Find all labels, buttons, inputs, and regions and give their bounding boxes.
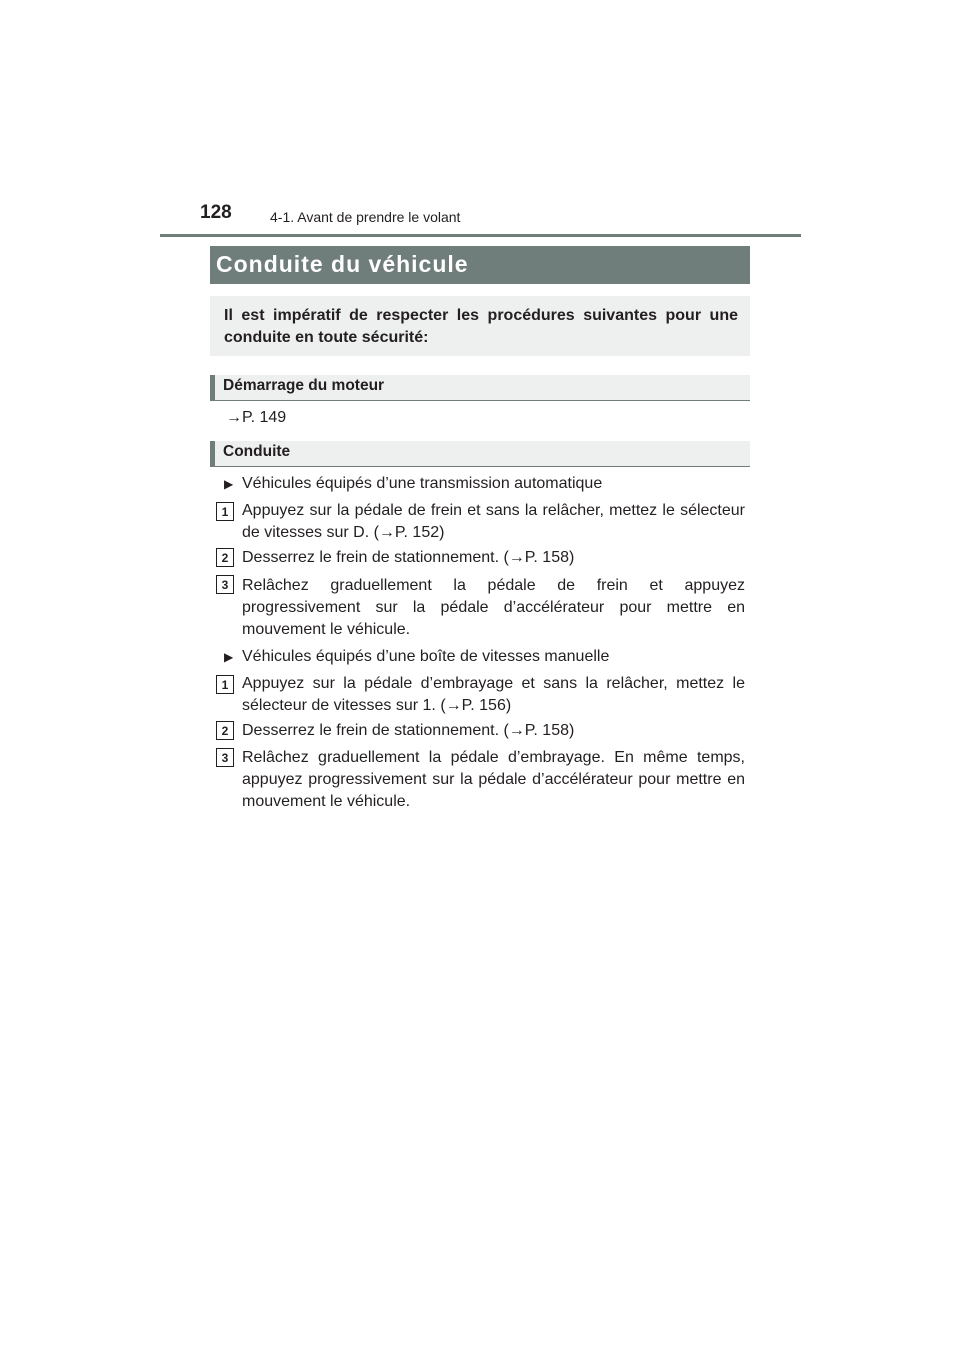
section-title-bar bbox=[210, 246, 750, 284]
step-number-1: 1 bbox=[216, 675, 234, 694]
step-number-2: 2 bbox=[216, 721, 234, 740]
heading-driving bbox=[210, 441, 750, 467]
start-engine-reference[interactable]: →P. 149 bbox=[226, 409, 287, 426]
intro-box bbox=[210, 296, 750, 356]
page-number: 128 bbox=[200, 202, 232, 223]
step-text: Appuyez sur la pédale d’embrayage et sans la relâcher, mettez le sélecteur de vitesses sur 1. (→P. 156) bbox=[242, 675, 745, 714]
heading-start-engine-label: Démarrage du moteur bbox=[223, 377, 385, 394]
step-text: Relâchez graduellement la pédale de frein et appuyez progressivement sur la pédale d’accélérateur pour mettre en mouvement le véhicule. bbox=[242, 577, 745, 638]
chapter-title: 4-1. Avant de prendre le volant bbox=[270, 209, 461, 225]
step-number-1: 1 bbox=[216, 502, 234, 521]
intro-text: Il est impératif de respecter les procédures suivantes pour une conduite en toute sécurité: bbox=[224, 307, 738, 346]
step-number-3: 3 bbox=[216, 575, 234, 594]
step-text: Desserrez le frein de stationnement. (→P. 158) bbox=[242, 549, 575, 566]
step-text: Appuyez sur la pédale de frein et sans la relâcher, mettez le sélecteur de vitesses sur D. (→P. 152) bbox=[242, 502, 745, 541]
triangle-bullet-icon: ▶ bbox=[224, 477, 234, 491]
step-text: Relâchez graduellement la pédale d’embrayage. En même temps, appuyez progressivement sur la pédale d’accélérateur pour mettre en mouvement le véhicule. bbox=[242, 749, 745, 810]
triangle-bullet-icon: ▶ bbox=[224, 650, 234, 664]
page-title: Conduite du véhicule bbox=[216, 251, 469, 277]
heading-driving-label: Conduite bbox=[223, 443, 291, 460]
step-number-2: 2 bbox=[216, 548, 234, 567]
manual-subtitle: Véhicules équipés d’une boîte de vitesses manuelle bbox=[242, 648, 610, 665]
step-text: Desserrez le frein de stationnement. (→P. 158) bbox=[242, 722, 575, 739]
step-number-3: 3 bbox=[216, 748, 234, 767]
page-header bbox=[160, 200, 801, 237]
heading-start-engine bbox=[210, 375, 750, 401]
automatic-subtitle: Véhicules équipés d’une transmission automatique bbox=[242, 475, 603, 492]
